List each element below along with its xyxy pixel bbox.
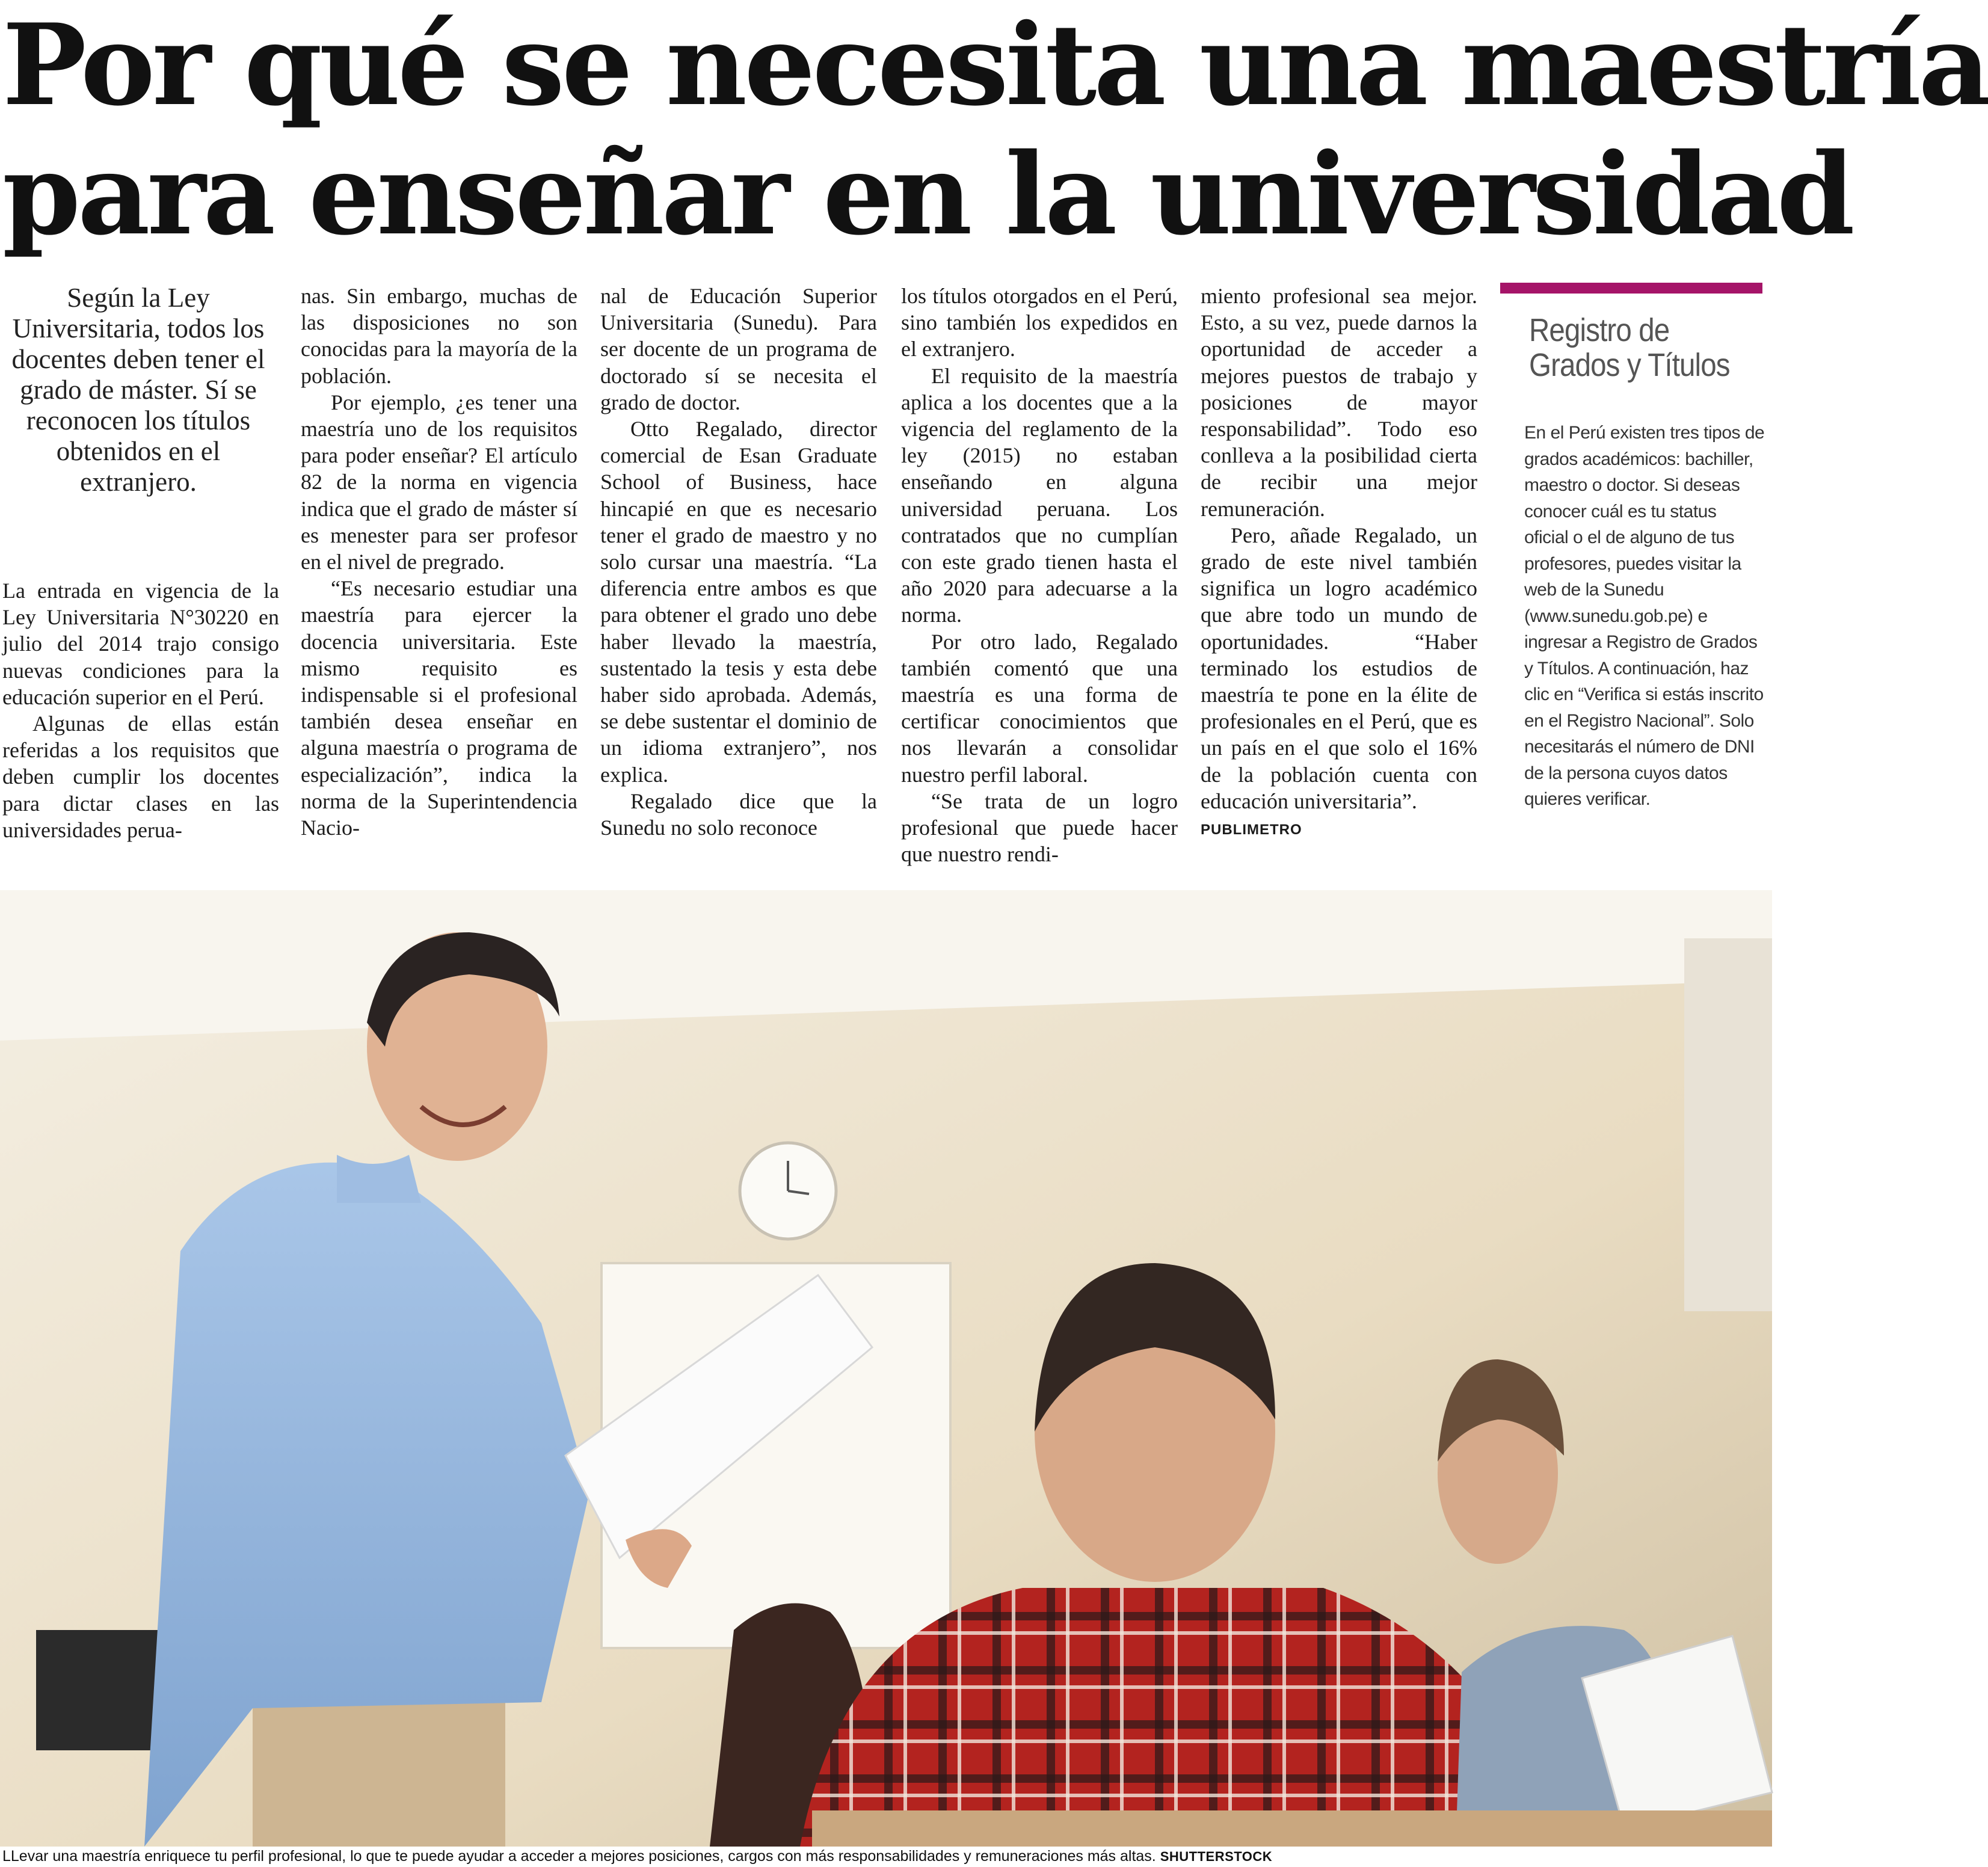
sidebar-title: Registro de Grados y Títulos [1529, 312, 1730, 383]
paragraph: Por ejemplo, ¿es tener una maestría uno de los requisitos para poder enseñar? El artículo 82 de la norma en vigencia indica que el grado de máster sí es menester para ser profesor en el nivel de pregrado. [301, 390, 577, 574]
paragraph: los títulos otorgados en el Perú, sino también los expedidos en el extranjero. [901, 284, 1178, 361]
article-column-3 [600, 283, 877, 841]
photo-caption [2, 1847, 1765, 1866]
sidebar-box [1500, 283, 1765, 813]
article-column-5 [1201, 283, 1477, 843]
article-column-1 [2, 577, 279, 843]
paragraph: Pero, añade Regalado, un grado de este nivel también significa un logro académico que abre todo un mundo de oportunidades. “Haber terminado los estudios de maestría te pone en la élite de profesionales en el Perú, que es un país en el que solo el 16% de la población cuenta con educación universitaria”. [1201, 523, 1477, 813]
classroom-photo [0, 890, 1772, 1847]
paragraph: miento profesional sea mejor. Esto, a su vez, puede darnos la oportunidad de acceder a mejores puestos de trabajo y posiciones de mayor responsabilidad”. Todo eso conlleva a la posibilidad cierta de recibir una mejor remuneración. [1201, 284, 1477, 521]
paragraph: Otto Regalado, director comercial de Esan Graduate School of Business, hace hincapié en que es necesario tener el grado de maestro y no solo cursar una maestría. “La diferencia entre ambos es que para obtener el grado uno debe haber llevado la maestría, sustentado la tesis y esta debe haber sido aprobada. Además, se debe sustentar el dominio de un idioma extranjero”, nos explica. [600, 417, 877, 787]
paragraph: nas. Sin embargo, muchas de las disposiciones no son conocidas para la mayoría de la población. [301, 284, 577, 388]
article-credit: PUBLIMETRO [1201, 822, 1302, 838]
paragraph: Algunas de ellas están referidas a los requisitos que deben cumplir los docentes para dictar clases en las universidades perua- [2, 712, 279, 842]
paragraph: El requisito de la maestría aplica a los docentes que a la vigencia del reglamento de la ley (2015) no estaban enseñando en alguna universidad peruana. Los contratados que no cumplían con este grado tienen hasta el año 2020 para adecuarse a la norma. [901, 363, 1178, 627]
paragraph: nal de Educación Superior Universitaria (Sunedu). Para ser docente de un programa de doctorado sí se necesita el grado de doctor. [600, 284, 877, 414]
headline [2, 0, 1988, 260]
headline-line-2: para enseñar en la universidad [2, 128, 1852, 260]
headline-line-1: Por qué se necesita una maestría [2, 0, 1988, 131]
paragraph: “Se trata de un logro profesional que puede hacer que nuestro rendi- [901, 789, 1178, 867]
paragraph: Regalado dice que la Sunedu no solo reconoce [600, 789, 877, 840]
paragraph: La entrada en vigencia de la Ley Universitaria N°30220 en julio del 2014 trajo consigo nuevas condiciones para la educación superior en el Perú. [2, 579, 279, 709]
paragraph: Por otro lado, Regalado también comentó que una maestría es una forma de certificar conocimientos que nos llevarán a consolidar nuestro perfil laboral. [901, 629, 1178, 787]
article-column-4 [901, 283, 1178, 867]
paragraph: “Es necesario estudiar una maestría para ejercer la docencia universitaria. Este mismo requisito es indispensable si el profesional también desea enseñar en alguna maestría o programa de especialización”, indica la norma de la Superintendencia Nacio- [301, 576, 577, 840]
sidebar-accent-rule [1500, 283, 1762, 294]
photo-credit: SHUTTERSTOCK [1160, 1849, 1273, 1864]
deck-summary: Según la Ley Universitaria, todos los docentes deben tener el grado de máster. Sí se reconocen los títulos obtenidos en el extranjero. [11, 283, 265, 497]
article-column-2 [301, 283, 577, 841]
caption-text: LLevar una maestría enriquece tu perfil profesional, lo que te puede ayudar a acceder a mejores posiciones, cargos con más responsabilidades y remuneraciones más altas. [2, 1848, 1156, 1865]
sidebar-body: En el Perú existen tres tipos de grados académicos: bachiller, maestro o doctor. Si deseas conocer cuál es tu status oficial o el de alguno de tus profesores, puedes visitar la web de la Sunedu (www.sunedu.gob.pe) e ingresar a Registro de Grados y Títulos. A continuación, haz clic en “Verifica si estás inscrito en el Registro Nacional”. Solo necesitarás el número de DNI de la persona cuyos datos quieres verificar. [1524, 423, 1765, 809]
